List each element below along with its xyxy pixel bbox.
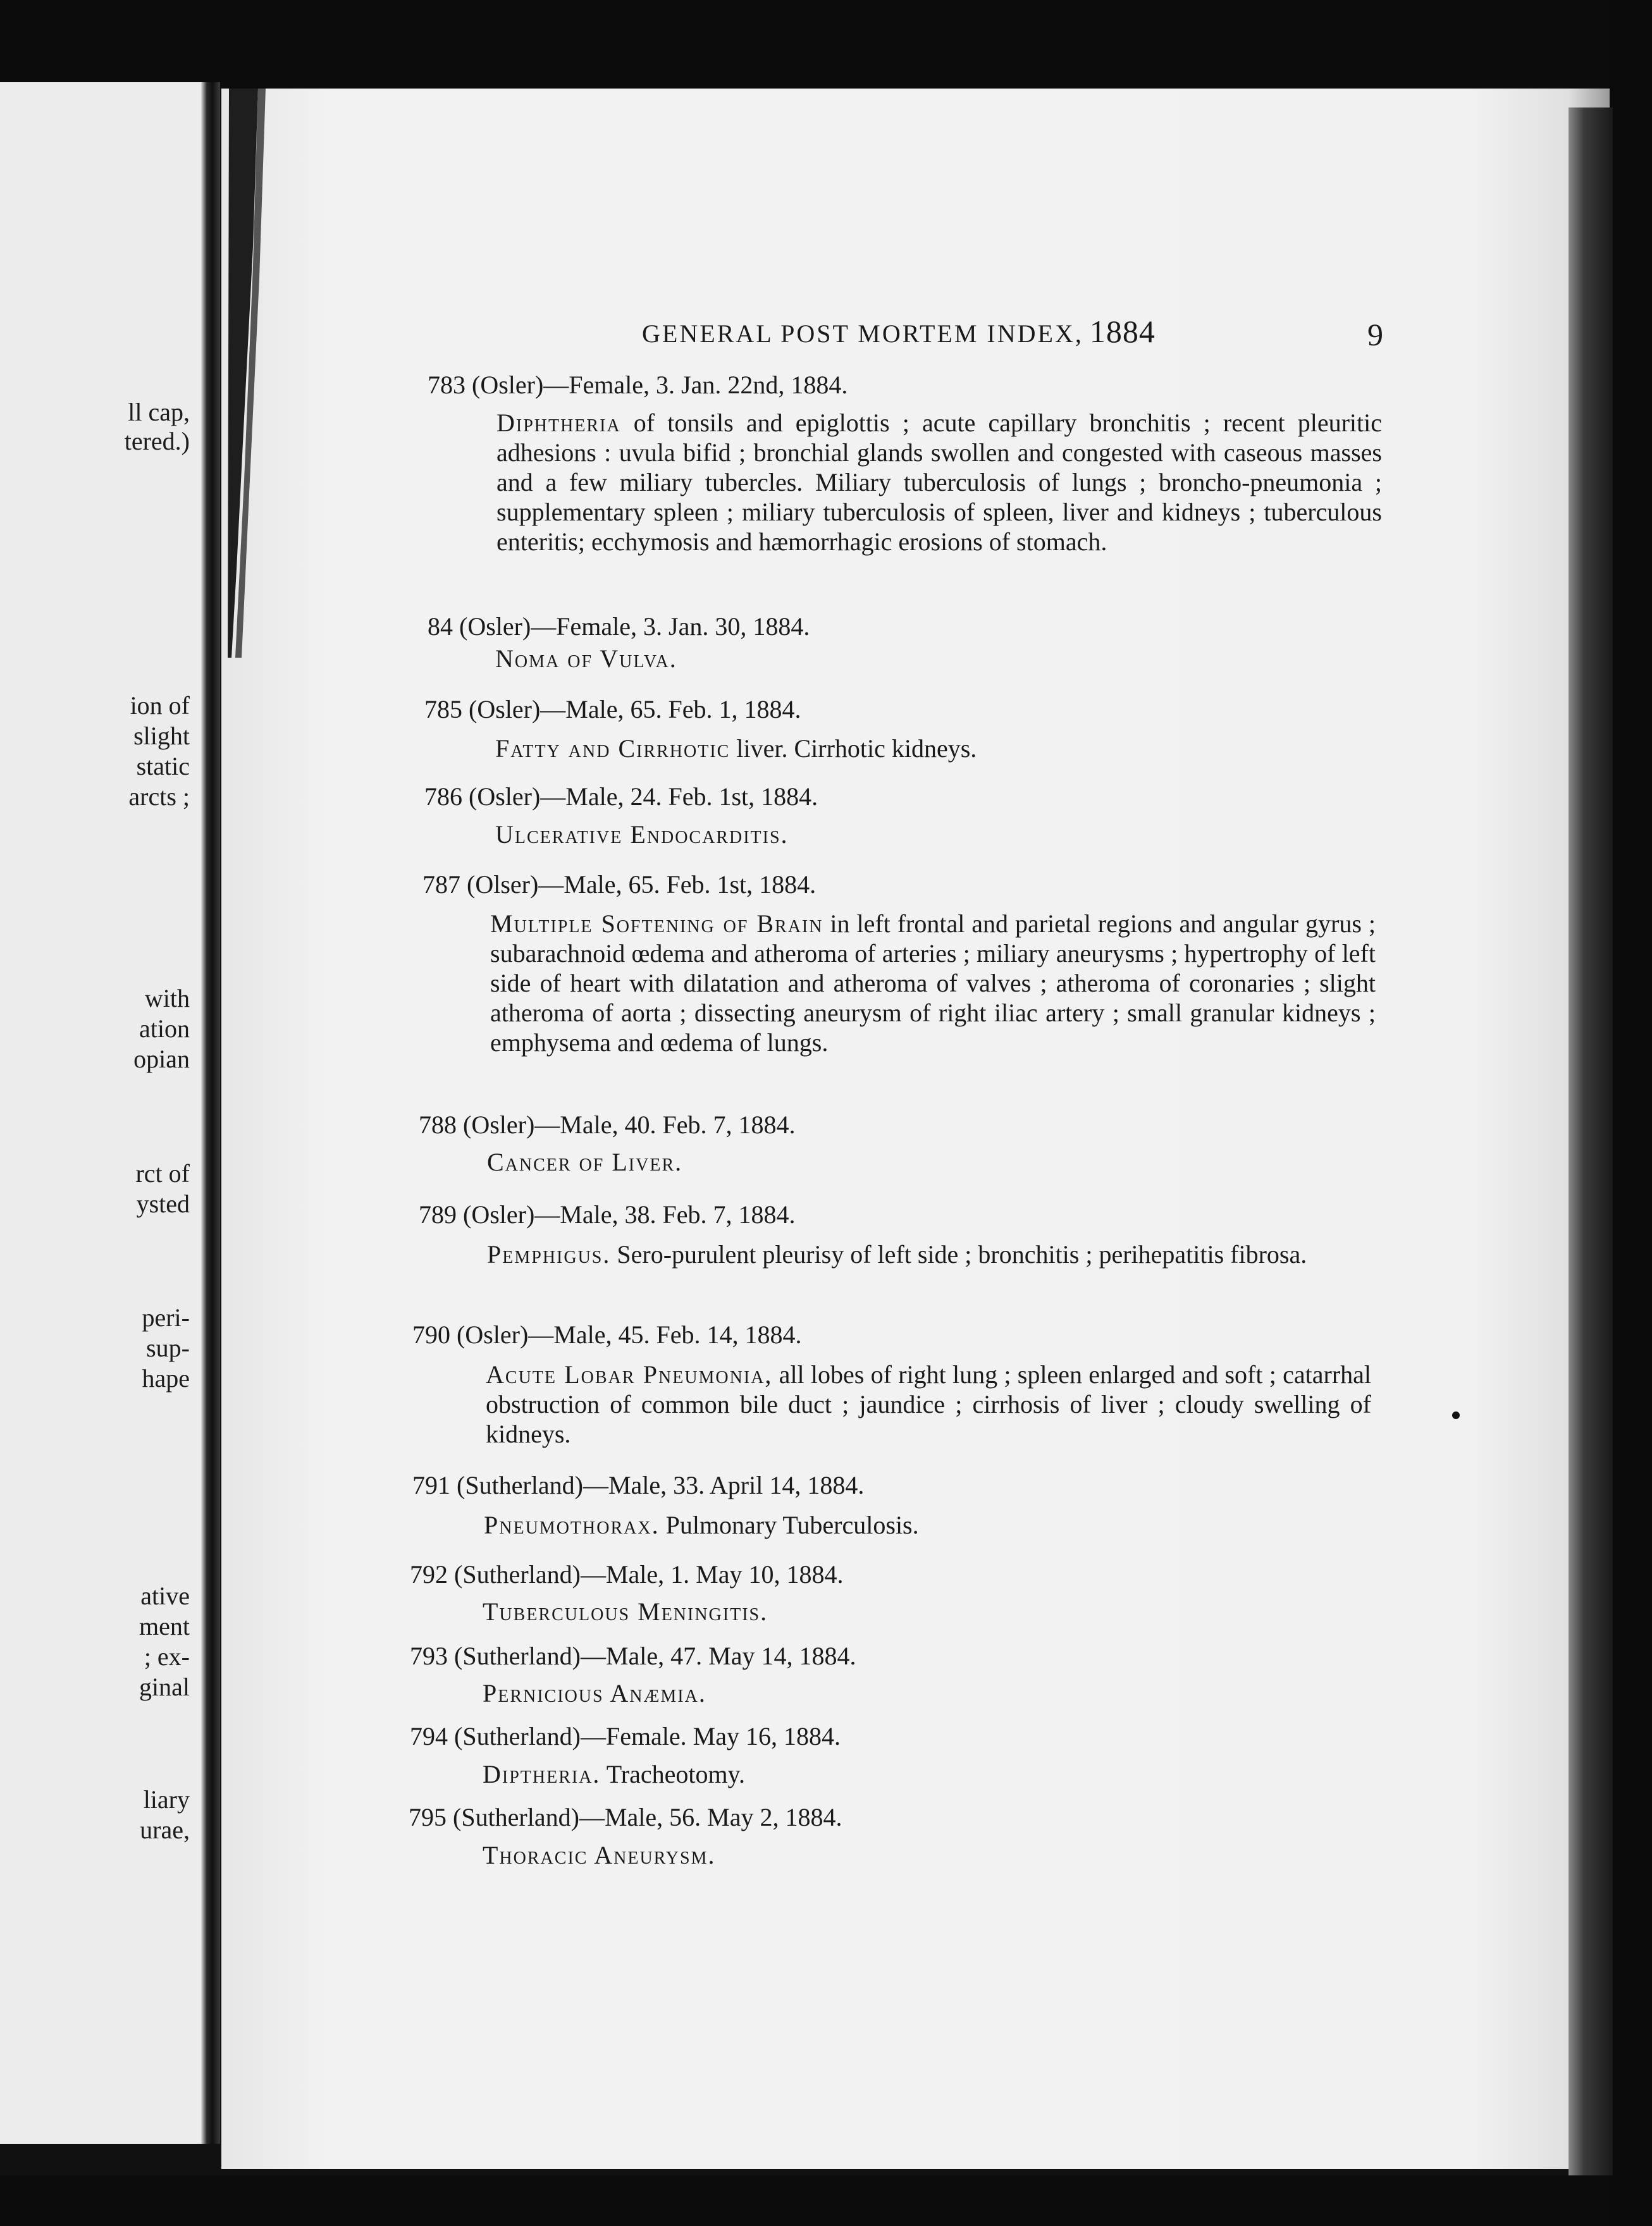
left-fragment: ative [140, 1582, 190, 1610]
page-edge-shadow [1569, 108, 1613, 2175]
diagnosis-text: all lobes of right lung ; spleen enlarged and soft ; catarrhal obstruction of common bile duct ; jaundice ; cirrhosis of liver ; cloudy swelling of kidneys. [486, 1360, 1372, 1448]
left-fragment: liary [143, 1785, 190, 1814]
diagnosis-text: in left frontal and parietal regions and angular gyrus ; subarachnoid œdema and atheroma of arteries ; miliary aneurysms ; hypertrophy of left side of heart with dilatation and atheroma of valves ; atheroma of coronaries ; slight atheroma of aorta ; dissecting aneurysm of right iliac artery ; small granular kidneys ; emphysema and œdema of lungs. [490, 909, 1376, 1057]
header-title: GENERAL POST MORTEM INDEX, [642, 319, 1083, 348]
diagnosis-lead: Fatty and Cirrhotic [495, 734, 730, 763]
entry-description [487, 1147, 682, 1178]
entry-heading: 783 (Osler)—Female, 3. Jan. 22nd, 1884. [428, 371, 848, 399]
entry-heading: 84 (Osler)—Female, 3. Jan. 30, 1884. [428, 612, 810, 641]
running-header [642, 313, 1156, 350]
left-fragment: static [136, 752, 190, 780]
left-fragment: ginal [139, 1673, 190, 1701]
entry-heading: 795 (Sutherland)—Male, 56. May 2, 1884. [409, 1803, 842, 1831]
left-fragment: urae, [140, 1816, 190, 1844]
left-fragment: hape [142, 1364, 190, 1393]
diagnosis-lead: Pneumothorax. [484, 1511, 660, 1539]
entry-description [495, 820, 789, 850]
left-fragment: tered.) [124, 427, 190, 455]
left-fragment: sup- [146, 1334, 190, 1362]
diagnosis-lead: Diptheria. [483, 1760, 601, 1788]
entry-heading: 789 (Osler)—Male, 38. Feb. 7, 1884. [419, 1200, 796, 1229]
scanner-background-right [1610, 0, 1652, 2226]
diagnosis-lead: Thoracic Aneurysm. [483, 1841, 716, 1869]
entry-heading: 794 (Sutherland)—Female. May 16, 1884. [410, 1722, 841, 1750]
diagnosis-lead: Pernicious Anæmia. [483, 1679, 706, 1707]
entry-heading: 793 (Sutherland)—Male, 47. May 14, 1884. [410, 1642, 856, 1670]
left-fragment: peri- [142, 1303, 190, 1332]
entry-description [483, 1597, 768, 1627]
entry-description [486, 1360, 1371, 1449]
diagnosis-text: of tonsils and epiglottis ; acute capillary bronchitis ; recent pleuritic adhesions : uvula bifid ; bronchial glands swollen and congested with caseous masses and a few miliary tubercles. Miliary tuberculosis of lungs ; broncho-pneumonia ; supplementary spleen ; miliary tuberculosis of spleen, liver and kidneys ; tuberculous enteritis; ecchymosis and hæmorrhagic erosions of stomach. [496, 409, 1382, 556]
diagnosis-lead: Diphtheria [496, 409, 621, 437]
left-fragment: ysted [136, 1190, 190, 1218]
diagnosis-lead: Tuberculous Meningitis. [483, 1597, 768, 1626]
scanner-background-bottom [0, 2175, 1652, 2226]
entry-heading: 785 (Osler)—Male, 65. Feb. 1, 1884. [424, 695, 801, 723]
page-number: 9 [1367, 317, 1383, 352]
ink-speck [1452, 1411, 1460, 1419]
left-fragment: rct of [135, 1159, 190, 1188]
left-fragment: ation [139, 1014, 190, 1043]
entry-description [487, 1239, 1374, 1269]
header-year: 1884 [1089, 314, 1156, 349]
entry-description [495, 734, 977, 764]
left-fragment: ment [139, 1612, 190, 1640]
diagnosis-text: Tracheotomy. [600, 1760, 745, 1788]
entry-description [496, 408, 1382, 556]
entry-heading: 788 (Osler)—Male, 40. Feb. 7, 1884. [419, 1110, 796, 1139]
diagnosis-lead: Cancer of Liver. [487, 1148, 683, 1176]
entry-description [484, 1510, 919, 1540]
diagnosis-lead: Multiple Softening of Brain [490, 909, 823, 938]
left-fragment: opian [133, 1045, 190, 1073]
diagnosis-lead: Pemphigus. [487, 1240, 611, 1269]
left-fragment: ion of [130, 691, 190, 720]
entry-heading: 786 (Osler)—Male, 24. Feb. 1st, 1884. [424, 782, 818, 811]
entry-description [483, 1678, 706, 1709]
diagnosis-text: liver. Cirrhotic kidneys. [730, 734, 977, 763]
diagnosis-text: Pulmonary Tuberculosis. [659, 1511, 919, 1539]
left-facing-page [0, 82, 201, 2144]
diagnosis-text: Sero-purulent pleurisy of left side ; bronchitis ; perihepatitis fibrosa. [610, 1240, 1307, 1269]
left-fragment: slight [133, 722, 190, 750]
entry-description [483, 1759, 745, 1790]
entry-heading: 792 (Sutherland)—Male, 1. May 10, 1884. [410, 1560, 844, 1589]
diagnosis-lead: Ulcerative Endocarditis. [495, 820, 789, 849]
scanner-background-top [0, 0, 1652, 95]
left-fragment: arcts ; [128, 782, 190, 811]
book-gutter [201, 82, 220, 2144]
left-fragment: ll cap, [128, 398, 190, 426]
entry-description [490, 909, 1376, 1057]
entry-description [495, 644, 677, 674]
entry-heading: 790 (Osler)—Male, 45. Feb. 14, 1884. [412, 1320, 802, 1349]
entry-heading: 787 (Olser)—Male, 65. Feb. 1st, 1884. [422, 870, 817, 899]
diagnosis-lead: Acute Lobar Pneumonia, [486, 1360, 773, 1389]
left-fragment: with [144, 984, 190, 1012]
diagnosis-lead: Noma of Vulva. [495, 644, 677, 673]
left-fragment: ; ex- [144, 1642, 190, 1671]
entry-heading: 791 (Sutherland)—Male, 33. April 14, 1884. [412, 1471, 865, 1499]
entry-description [483, 1840, 716, 1871]
spine-fold-shadow [228, 89, 304, 658]
